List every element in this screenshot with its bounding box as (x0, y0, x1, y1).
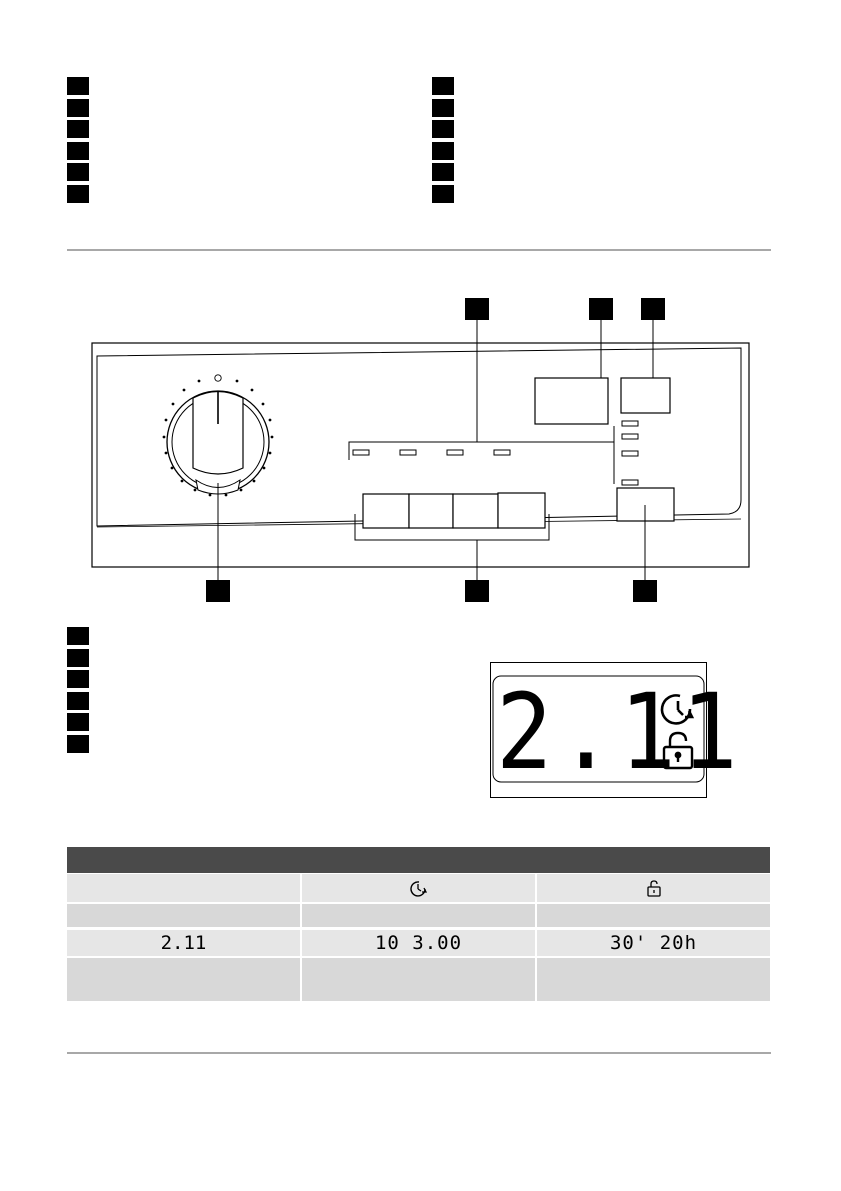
legend-key-box (67, 692, 89, 710)
lcd-digits: 2.11 (496, 671, 744, 793)
table-cell (537, 904, 770, 927)
phase-indicator-lights (622, 421, 638, 485)
table-row (67, 930, 770, 956)
table-cell (67, 958, 300, 1001)
table-row (67, 874, 770, 902)
delay-clock-icon (409, 878, 429, 898)
start-pause-indicator (621, 378, 670, 413)
table-cell (67, 874, 300, 902)
table-row (67, 904, 770, 927)
info-table (67, 847, 770, 1001)
door-lock-icon (644, 878, 664, 898)
table-cell: 30' 20h (537, 930, 770, 956)
option-buttons (363, 493, 545, 528)
callout-marker-selector (206, 580, 230, 602)
table-cell (537, 958, 770, 1001)
table-cell (302, 958, 535, 1001)
table-cell (67, 904, 300, 927)
section-divider-bottom (67, 1052, 771, 1054)
lcd-display-diagram (490, 662, 744, 798)
legend-key-box (67, 627, 89, 645)
legend-key-box (67, 735, 89, 753)
legend-key-box (67, 649, 89, 667)
display-window (535, 378, 608, 424)
table-cell (302, 874, 535, 902)
table-header (67, 847, 770, 873)
legend-key-box (67, 713, 89, 731)
option-indicator-lights (353, 450, 510, 455)
table-cell: 10 3.00 (302, 930, 535, 956)
program-selector-knob (163, 375, 274, 497)
table-cell (302, 904, 535, 927)
panel-outline (92, 343, 749, 567)
table-cell: 2.11 (67, 930, 300, 956)
table-row (67, 958, 770, 1001)
legend-key-box (67, 670, 89, 688)
callout-marker-start-button (633, 580, 657, 602)
table-cell (537, 874, 770, 902)
callout-marker-buttons (465, 580, 489, 602)
